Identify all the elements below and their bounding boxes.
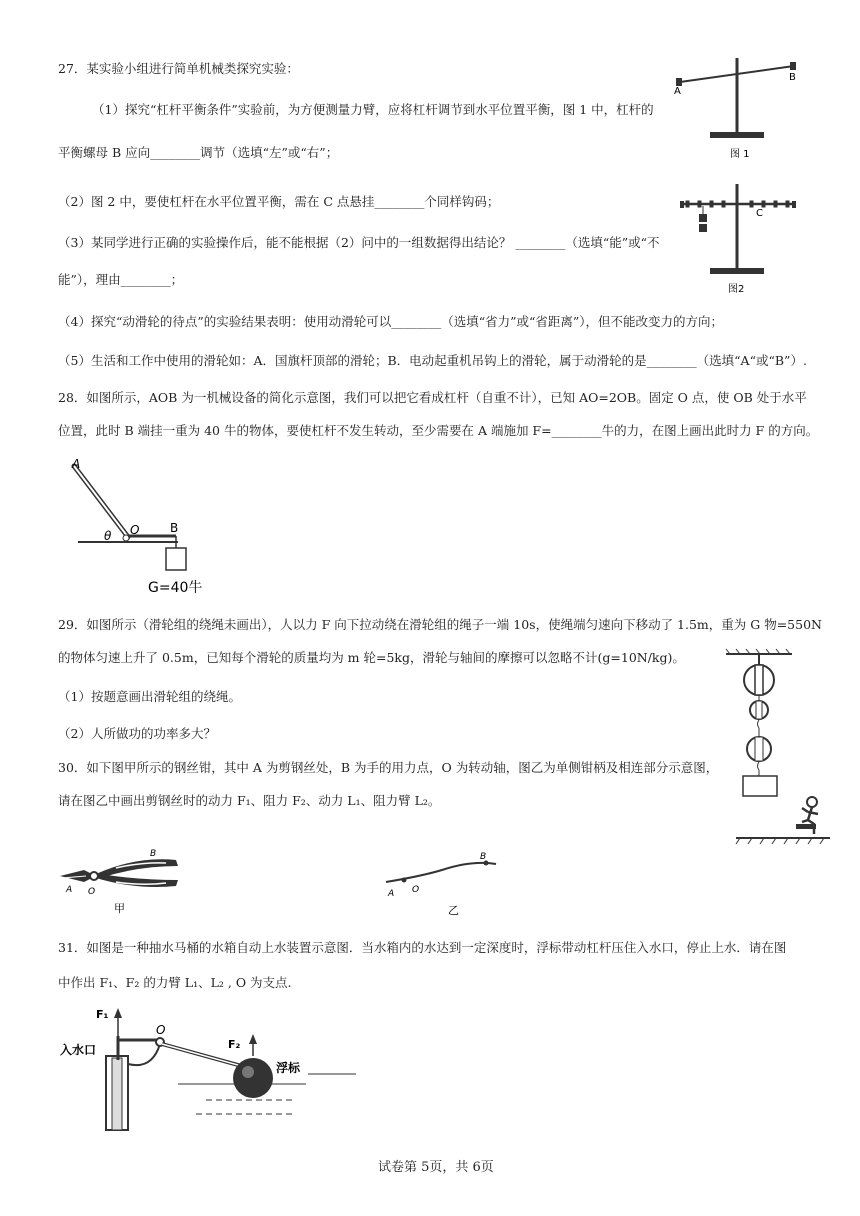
q27-part1-line1: （1）探究“杠杆平衡条件”实验前，为方便测量力臂，应将杠杆调节到水平位置平衡，图 1 中，杠杆的 [92, 102, 654, 117]
q28-label-o: O [130, 523, 140, 537]
jia-label-a: A [66, 885, 73, 895]
q29-sub1: （1）按题意画出滑轮组的绕绳。 [58, 689, 241, 704]
q31-label-f2: F₂ [228, 1038, 241, 1051]
q28-label-b: B [170, 521, 179, 535]
q29-line1: 29．如图所示（滑轮组的绕绳未画出），人以力 F 向下拉动绕在滑轮组的绳子一端 10s，使绳端匀速向下移动了 1.5m，重为 G 物=550N [58, 617, 822, 632]
q29-pulley-figure [722, 648, 832, 848]
fig1-label-a: A [674, 86, 681, 97]
q29-sub2: （2）人所做功的功率多大？ [58, 726, 216, 741]
q31-line1: 31．如图是一种抽水马桶的水箱自动上水装置示意图．当水箱内的水达到一定深度时，浮标带动杠杆压住入水口，停止上水．请在图 [58, 940, 787, 955]
jia-label-o: O [88, 887, 96, 897]
jia-caption: 甲 [114, 902, 125, 915]
yi-caption: 乙 [448, 904, 459, 916]
q31-label-float: 浮标 [276, 1061, 301, 1075]
fig1-caption: 图 1 [730, 149, 750, 160]
q27-part3-line1: （3）某同学进行正确的实验操作后，能不能根据（2）问中的一组数据得出结论？ ________（选填“能”或“不 [58, 235, 660, 250]
q30-line2: 请在图乙中画出剪钢丝时的动力 F₁、阻力 F₂、动力 L₁、阻力臂 L₂。 [58, 793, 441, 808]
q28-line1: 28．如图所示，AOB 为一机械设备的简化示意图，我们可以把它看成杠杆（自重不计），已知 AO=2OB。固定 O 点，使 OB 处于水平 [58, 390, 807, 405]
q31-label-inlet: 入水口 [60, 1043, 97, 1057]
q28-label-weight: G=40牛 [148, 580, 203, 596]
fig2-label-c: C [756, 208, 763, 219]
q28-label-a: A [72, 457, 81, 471]
q30-pliers-figure-jia [56, 846, 186, 916]
q31-label-o: O [156, 1023, 166, 1037]
q31-line2: 中作出 F₁、F₂ 的力臂 L₁、L₂ , O 为支点. [58, 975, 292, 990]
page-footer: 试卷第 5页，共 6页 [378, 1160, 494, 1175]
q27-part5: （5）生活和工作中使用的滑轮如：A．国旗杆顶部的滑轮；B．电动起重机吊钩上的滑轮，属于动滑轮的是________（选填“A“或“B”）. [58, 353, 807, 368]
q29-line2: 的物体匀速上升了 0.5m，已知每个滑轮的质量均为 m 轮=5kg，滑轮与轴间的摩擦可以忽略不计(g=10N/kg)。 [58, 650, 685, 665]
q30-lever-figure-yi [382, 846, 502, 916]
q27-part3-line2: 能”），理由________； [58, 272, 184, 287]
q27-part1-line2: 平衡螺母 B 应向________调节（选填“左”或“右”； [58, 145, 339, 160]
figure-1-lever [672, 54, 804, 162]
jia-label-b: B [150, 849, 157, 859]
q28-label-theta: θ [104, 529, 112, 543]
q27-part4: （4）探究“动滑轮的待点”的实验结果表明：使用动滑轮可以________（选填“省力”或“省距离”），但不能改变力的方向； [58, 314, 724, 329]
q27-title: 27．某实验小组进行简单机械类探究实验： [58, 61, 299, 76]
yi-label-o: O [412, 885, 420, 895]
q31-float-valve-figure [56, 1004, 366, 1134]
yi-label-a: A [388, 889, 395, 899]
q31-label-f1: F₁ [96, 1008, 109, 1021]
fig2-caption: 图2 [728, 284, 745, 295]
figure-2-lever [672, 180, 804, 296]
q30-line1: 30．如下图甲所示的钢丝钳，其中 A 为剪钢丝处，B 为手的用力点，O 为转动轴，图乙为单侧钳柄及相连部分示意图， [58, 760, 719, 775]
q28-lever-figure [56, 452, 216, 602]
yi-label-b: B [480, 852, 487, 862]
fig1-label-b: B [789, 72, 796, 83]
q27-part2: （2）图 2 中，要使杠杆在水平位置平衡，需在 C 点悬挂________个同样钩码； [58, 194, 500, 209]
q28-line2: 位置，此时 B 端挂一重为 40 牛的物体，要使杠杆不发生转动，至少需要在 A 端施加 F=________牛的力，在图上画出此时力 F 的方向。 [58, 423, 819, 438]
